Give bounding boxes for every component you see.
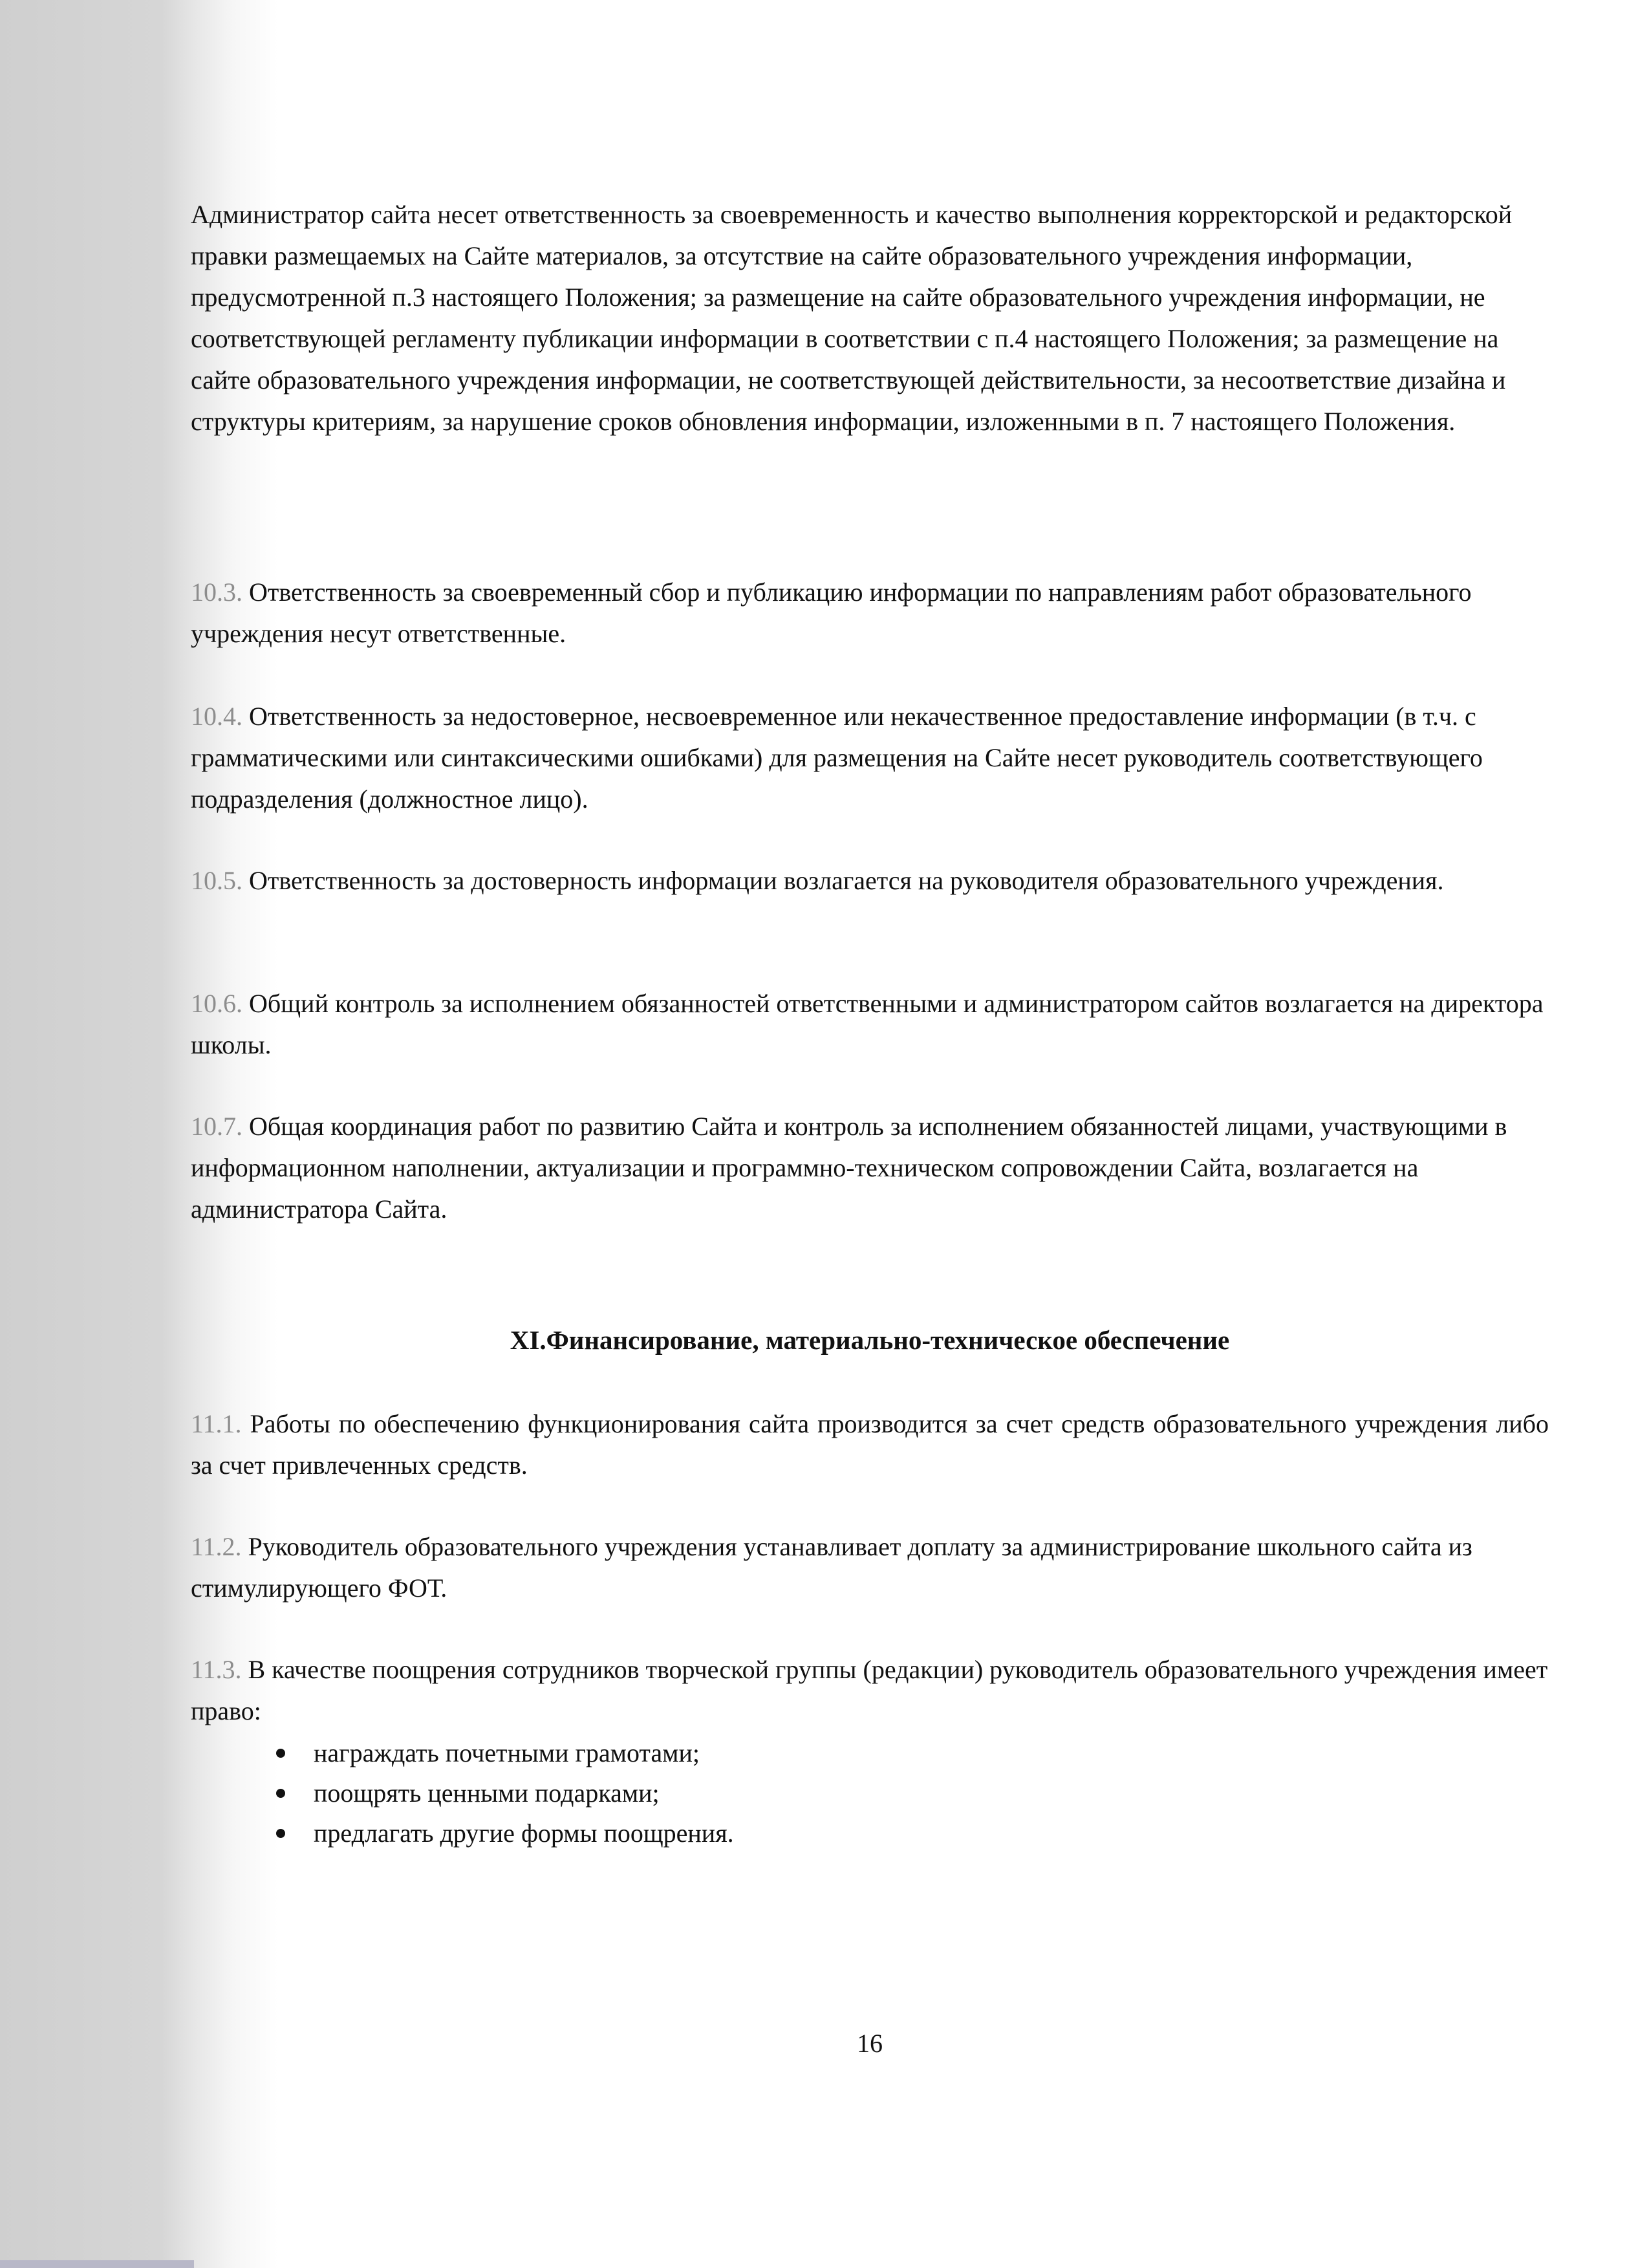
paragraph-11-2 [191,1526,1549,1609]
clause-number: 10.4. [191,702,242,731]
clause-number: 11.1. [191,1409,242,1438]
section-heading: XI.Финансирование, материально-техническое обеспечение [510,1325,1230,1355]
clause-number: 11.3. [191,1655,242,1684]
paragraph-10-7 [191,1106,1549,1230]
list-item [268,1773,734,1813]
bullet-icon [276,1789,285,1798]
clause-number: 10.5. [191,866,242,895]
paragraph-10-5 [191,860,1444,902]
clause-number: 10.3. [191,578,242,607]
clause-number: 10.6. [191,989,242,1018]
list-item-text: награждать почетными грамотами; [314,1738,700,1767]
paragraph-10-6 [191,983,1549,1066]
bullet-icon [276,1829,285,1838]
page-number: 16 [857,2029,883,2058]
list-item [268,1733,734,1773]
paragraph-text: Руководитель образовательного учреждения устанавливает доплату за администрирование школьного сайта из стимулирующего ФОТ. [191,1532,1472,1603]
scan-edge [0,2260,194,2268]
clause-number: 10.7. [191,1112,242,1141]
paragraph-text: Ответственность за достоверность информации возлагается на руководителя образовательного учреждения. [249,866,1444,895]
paragraph-11-3 [191,1649,1549,1732]
bullet-icon [276,1749,285,1758]
paragraph-text: Общий контроль за исполнением обязанностей ответственными и администратором сайтов возлагается на директора школы. [191,989,1544,1059]
clause-number: 11.2. [191,1532,242,1561]
paragraph-text: Ответственность за недостоверное, несвоевременное или некачественное предоставление информации (в т.ч. с грамматическими или синтаксическими ошибками) для размещения на Сайте несет руководитель соответствующего подразделения (должностное лицо). [191,702,1483,814]
paragraph-10-2 [191,194,1549,442]
list-item [268,1813,734,1853]
list-item-text: предлагать другие формы поощрения. [314,1819,734,1848]
paragraph-text: Администратор сайта несет ответственность за своевременность и качество выполнения корректорской и редакторской правки размещаемых на Сайте материалов, за отсутствие на сайте образовательного учреждения информации, предусмотренной п.3 настоящего Положения; за размещение на сайте образовательного учреждения информации, не соответствующей регламенту публикации информации в соответствии с п.4 настоящего Положения; за размещение на сайте образовательного учреждения информации, не соответствующей действительности, за несоответствие дизайна и структуры критериям, за нарушение сроков обновления информации, изложенными в п. 7 настоящего Положения. [191,200,1513,436]
paragraph-text: Работы по обеспечению функционирования сайта производится за счет средств образовательного учреждения либо за счет привлеченных средств. [191,1409,1549,1480]
bullet-list [268,1733,734,1853]
paragraph-10-3 [191,572,1549,654]
list-item-text: поощрять ценными подарками; [314,1778,660,1808]
paragraph-10-4 [191,696,1549,820]
paragraph-text: Общая координация работ по развитию Сайта и контроль за исполнением обязанностей лицами, участвующими в информационном наполнении, актуализации и программно-техническом сопровождении Сайта, возлагается на администратора Сайта. [191,1112,1507,1224]
paragraph-text: Ответственность за своевременный сбор и публикацию информации по направлениям работ образовательного учреждения несут ответственные. [191,578,1472,648]
paragraph-text: В качестве поощрения сотрудников творческой группы (редакции) руководитель образовательного учреждения имеет право: [191,1655,1548,1725]
paragraph-11-1 [191,1403,1549,1486]
